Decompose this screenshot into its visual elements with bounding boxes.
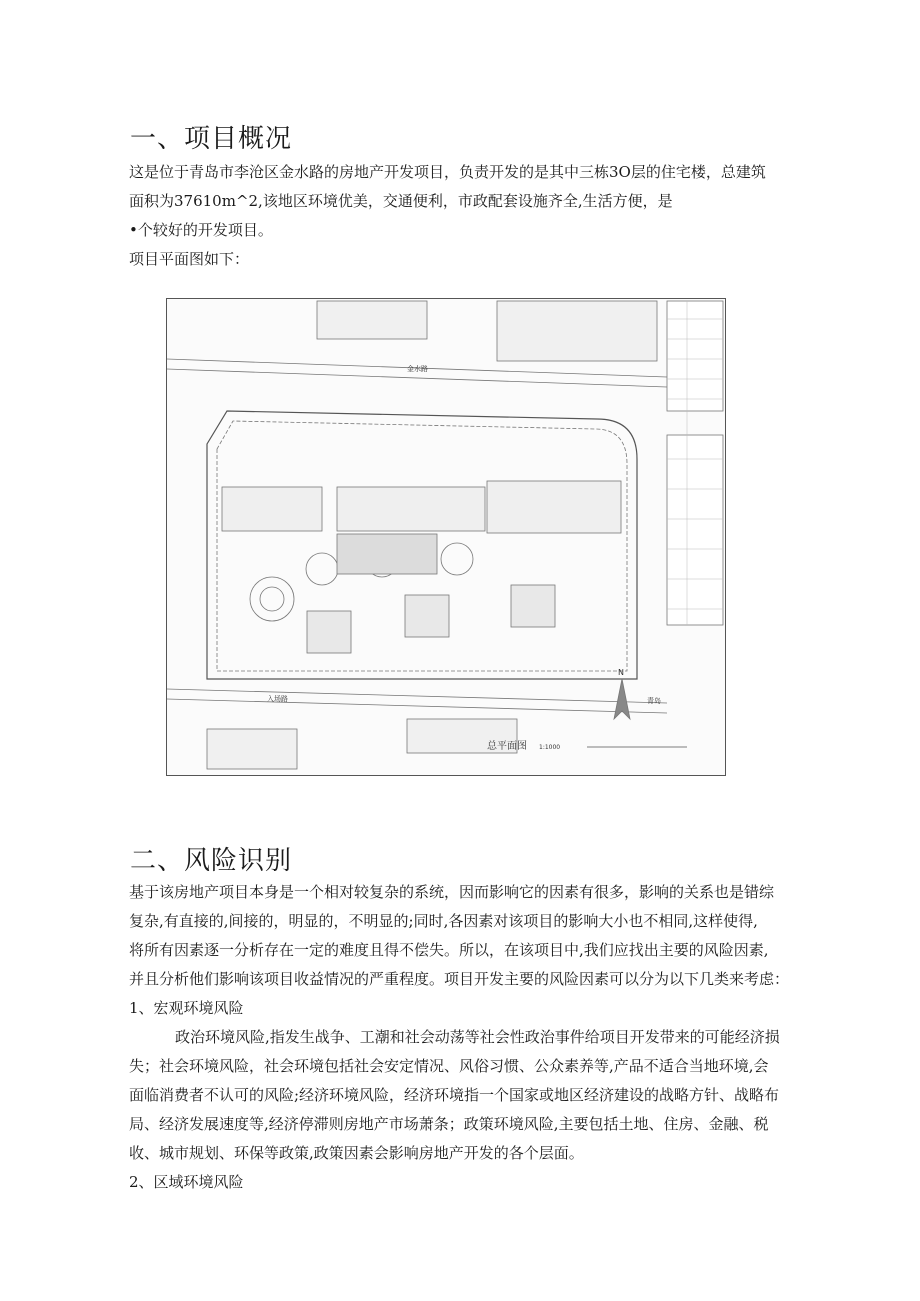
road-label-top: 金水路 <box>407 365 428 373</box>
plan-scale: 1:1000 <box>539 744 561 751</box>
item1-line-5: 收、城市规划、环保等政策,政策因素会影响房地产开发的各个层面。 <box>129 1144 584 1162</box>
section1-intro <box>129 158 799 274</box>
section2-heading: 二、风险识别 <box>130 846 293 876</box>
north-label: N <box>618 668 624 677</box>
para-line-3: 将所有因素逐一分析存在一定的难度且得不偿失。所以，在该项目中,我们应找出主要的风险因素, <box>129 941 769 959</box>
intro-line-2: 面积为37610m^2,该地区环境优美，交通便利，市政配套设施齐全,生活方便，是 <box>129 192 673 210</box>
plan-title: 总平面图 <box>487 741 527 752</box>
item1-line-1: 政治环境风险,指发生战争、工潮和社会动荡等社会性政治事件给项目开发带来的可能经济损 <box>175 1028 780 1046</box>
item2-title: 2、区域环境风险 <box>129 1173 244 1191</box>
para-line-1: 基于该房地产项目本身是一个相对较复杂的系统，因而影响它的因素有很多，影响的关系也是错综 <box>129 883 775 901</box>
road-label-bottom: 入场路 <box>267 695 288 703</box>
item1-line-3: 面临消费者不认可的风险;经济环境风险，经济环境指一个国家或地区经济建设的战略方针、战略布 <box>129 1086 780 1104</box>
item1-title: 1、宏观环境风险 <box>129 999 244 1017</box>
item1-line-2: 失；社会环境风险，社会环境包括社会安定情况、风俗习惯、公众素养等,产品不适合当地环境,会 <box>129 1057 769 1075</box>
section1-heading: 一、项目概况 <box>130 124 293 154</box>
city-label: 青岛 <box>647 697 661 705</box>
plan-caption: 项目平面图如下： <box>129 250 250 268</box>
intro-line-3: •个较好的开发项目。 <box>129 221 273 239</box>
para-line-2: 复杂,有直接的,间接的，明显的，不明显的;同时,各因素对该项目的影响大小也不相同,这样使得, <box>129 912 758 930</box>
section2-body <box>129 878 799 1197</box>
intro-line-1: 这是位于青岛市李沧区金水路的房地产开发项目，负责开发的是其中三栋3O层的住宅楼，总建筑 <box>129 163 766 181</box>
site-plan-drawing <box>167 299 725 775</box>
item1-line-4: 局、经济发展速度等,经济停滞则房地产市场萧条；政策环境风险,主要包括土地、住房、金融、税 <box>129 1115 769 1133</box>
site-plan-image <box>166 298 726 776</box>
para-line-4: 并且分析他们影响该项目收益情况的严重程度。项目开发主要的风险因素可以分为以下几类来考虑： <box>129 970 790 988</box>
